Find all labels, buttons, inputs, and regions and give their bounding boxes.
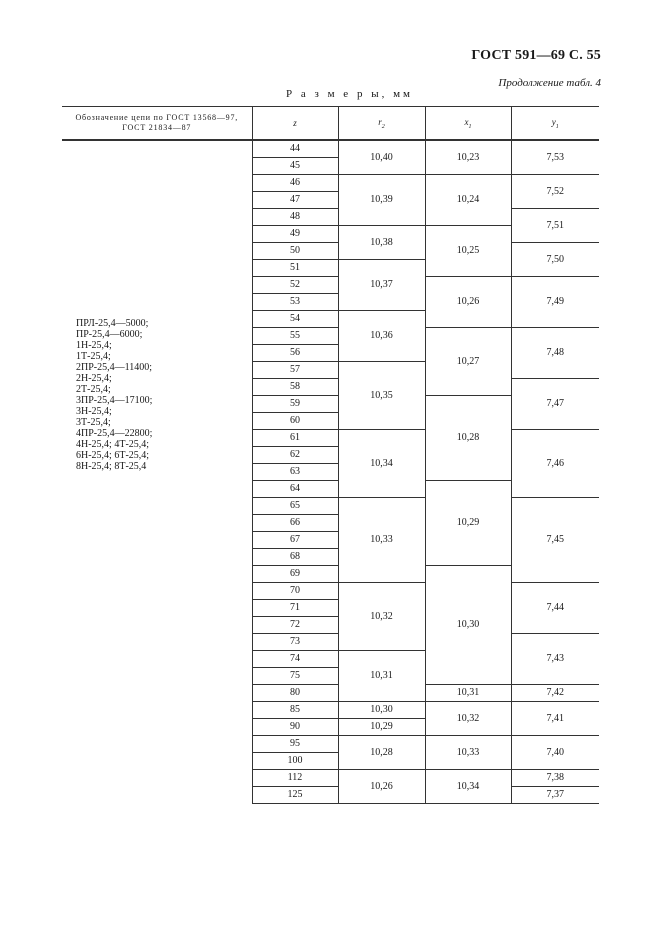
cell-x1: 10,26 <box>425 277 511 328</box>
cell-y1: 7,42 <box>511 685 599 702</box>
cell-z: 49 <box>252 226 338 243</box>
column-header-y-label: y <box>551 116 556 127</box>
column-header-x1 <box>425 107 511 141</box>
cell-z: 63 <box>252 464 338 481</box>
cell-y1: 7,41 <box>511 702 599 736</box>
cell-r2: 10,35 <box>338 362 425 430</box>
cell-y1: 7,53 <box>511 140 599 175</box>
cell-y1: 7,50 <box>511 243 599 277</box>
cell-z: 55 <box>252 328 338 345</box>
chain-designation-cell <box>62 140 252 804</box>
cell-x1: 10,27 <box>425 328 511 396</box>
cell-r2: 10,30 <box>338 702 425 719</box>
cell-x1: 10,33 <box>425 736 511 770</box>
cell-y1: 7,49 <box>511 277 599 328</box>
cell-z: 70 <box>252 583 338 600</box>
cell-z: 72 <box>252 617 338 634</box>
cell-z: 58 <box>252 379 338 396</box>
table-row <box>62 140 599 158</box>
cell-z: 67 <box>252 532 338 549</box>
chain-designation: 2Т-25,4; <box>76 384 111 395</box>
cell-x1: 10,34 <box>425 770 511 804</box>
chain-designation: ПР-25,4—6000; <box>76 329 143 340</box>
cell-z: 68 <box>252 549 338 566</box>
table-continuation-note: Продолжение табл. 4 <box>498 77 601 89</box>
cell-z: 66 <box>252 515 338 532</box>
cell-z: 50 <box>252 243 338 260</box>
cell-x1: 10,30 <box>425 566 511 685</box>
column-header-r-label: r <box>378 116 382 127</box>
cell-z: 71 <box>252 600 338 617</box>
cell-r2: 10,26 <box>338 770 425 804</box>
cell-y1: 7,37 <box>511 787 599 804</box>
chain-designation: ПРЛ-25,4—5000; <box>76 318 149 329</box>
cell-x1: 10,32 <box>425 702 511 736</box>
cell-x1: 10,24 <box>425 175 511 226</box>
cell-z: 47 <box>252 192 338 209</box>
cell-y1: 7,44 <box>511 583 599 634</box>
chain-designation: 2ПР-25,4—11400; <box>76 362 153 373</box>
cell-x1: 10,25 <box>425 226 511 277</box>
chain-designation: 3Н-25,4; <box>76 406 112 417</box>
cell-z: 112 <box>252 770 338 787</box>
cell-y1: 7,51 <box>511 209 599 243</box>
cell-y1: 7,45 <box>511 498 599 583</box>
cell-z: 65 <box>252 498 338 515</box>
cell-y1: 7,47 <box>511 379 599 430</box>
cell-r2: 10,37 <box>338 260 425 311</box>
cell-z: 57 <box>252 362 338 379</box>
cell-z: 125 <box>252 787 338 804</box>
cell-z: 48 <box>252 209 338 226</box>
table-body <box>62 140 599 804</box>
dimensions-label: Р а з м е р ы, мм <box>286 88 414 100</box>
column-header-x-label: x <box>464 116 469 127</box>
cell-z: 45 <box>252 158 338 175</box>
chain-designation: 3Т-25,4; <box>76 417 111 428</box>
cell-r2: 10,36 <box>338 311 425 362</box>
cell-z: 53 <box>252 294 338 311</box>
chain-designation: 4Н-25,4; 4Т-25,4; <box>76 439 150 450</box>
column-header-r-subscript: 2 <box>381 123 385 130</box>
column-header-y1 <box>511 107 599 141</box>
cell-r2: 10,32 <box>338 583 425 651</box>
cell-x1: 10,28 <box>425 396 511 481</box>
page-header-title: ГОСТ 591—69 С. 55 <box>471 48 601 63</box>
chain-designation: 6Н-25,4; 6Т-25,4; <box>76 450 150 461</box>
cell-r2: 10,40 <box>338 140 425 175</box>
cell-z: 59 <box>252 396 338 413</box>
cell-z: 60 <box>252 413 338 430</box>
column-header-r2 <box>338 107 425 141</box>
cell-z: 51 <box>252 260 338 277</box>
cell-z: 54 <box>252 311 338 328</box>
cell-z: 69 <box>252 566 338 583</box>
cell-y1: 7,43 <box>511 634 599 685</box>
cell-y1: 7,40 <box>511 736 599 770</box>
column-header-z <box>252 107 338 141</box>
chain-designation-list <box>76 141 250 472</box>
column-header-x-subscript: 1 <box>468 123 472 130</box>
cell-r2: 10,29 <box>338 719 425 736</box>
chain-designation: 2Н-25,4; <box>76 373 112 384</box>
cell-x1: 10,23 <box>425 140 511 175</box>
cell-z: 80 <box>252 685 338 702</box>
cell-z: 61 <box>252 430 338 447</box>
cell-z: 64 <box>252 481 338 498</box>
column-header-y-subscript: 1 <box>555 123 559 130</box>
cell-r2: 10,33 <box>338 498 425 583</box>
cell-z: 95 <box>252 736 338 753</box>
cell-y1: 7,48 <box>511 328 599 379</box>
cell-z: 74 <box>252 651 338 668</box>
cell-r2: 10,38 <box>338 226 425 260</box>
cell-z: 46 <box>252 175 338 192</box>
cell-y1: 7,38 <box>511 770 599 787</box>
cell-z: 90 <box>252 719 338 736</box>
cell-z: 85 <box>252 702 338 719</box>
chain-designation: 1Т-25,4; <box>76 351 111 362</box>
cell-y1: 7,46 <box>511 430 599 498</box>
chain-designation: 8Н-25,4; 8Т-25,4 <box>76 461 147 472</box>
cell-z: 75 <box>252 668 338 685</box>
dimensions-table <box>62 106 599 804</box>
cell-x1: 10,31 <box>425 685 511 702</box>
table-header-row <box>62 107 599 141</box>
chain-designation: 4ПР-25,4—22800; <box>76 428 153 439</box>
cell-z: 52 <box>252 277 338 294</box>
column-header-chain: Обозначение цепи по ГОСТ 13568—97, ГОСТ 21834—87 <box>62 107 252 141</box>
cell-z: 44 <box>252 140 338 158</box>
cell-r2: 10,34 <box>338 430 425 498</box>
cell-z: 100 <box>252 753 338 770</box>
chain-designation: 1Н-25,4; <box>76 340 112 351</box>
dimensions-table-container <box>62 106 599 804</box>
cell-z: 56 <box>252 345 338 362</box>
cell-r2: 10,28 <box>338 736 425 770</box>
cell-z: 73 <box>252 634 338 651</box>
cell-r2: 10,39 <box>338 175 425 226</box>
cell-x1: 10,29 <box>425 481 511 566</box>
cell-z: 62 <box>252 447 338 464</box>
chain-designation: 3ПР-25,4—17100; <box>76 395 153 406</box>
column-header-z-label: z <box>293 118 297 128</box>
cell-r2: 10,31 <box>338 651 425 702</box>
cell-y1: 7,52 <box>511 175 599 209</box>
